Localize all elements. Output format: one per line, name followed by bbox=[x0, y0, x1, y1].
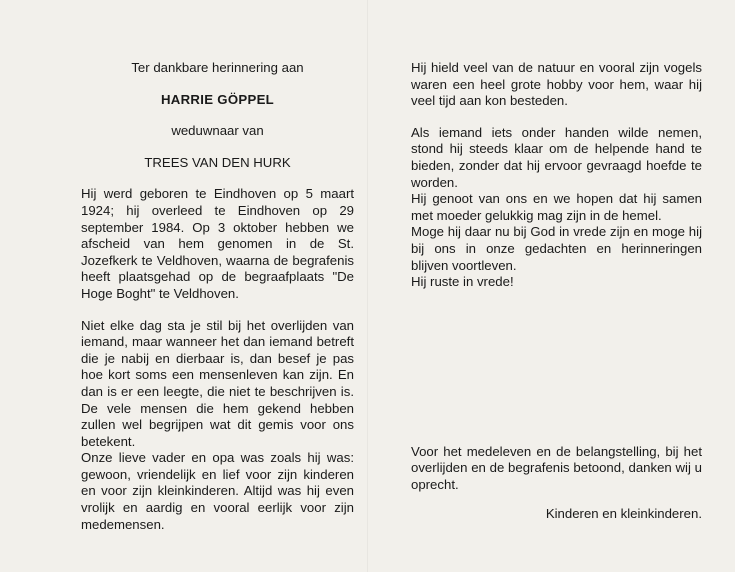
intro-line: Ter dankbare herinnering aan bbox=[131, 60, 304, 75]
relation-line: weduwnaar van bbox=[171, 123, 264, 139]
birth-death-paragraph: Hij werd geboren te Eindhoven op 5 maart 1924; hij overleed te Eindhoven op 29 september 1984. Op 3 oktober hebben we afscheid van hem genomen in de St. Jozefkerk te Veldhoven, waarna de begrafenis heeft plaatsgehad op de begraafplaats "De Hoge Boght" te Veldhoven. bbox=[81, 186, 354, 301]
peace-paragraph: Moge hij daar nu bij God in vrede zijn en moge hij bij ons in onze gedachten en herinneringen blijven voortleven. bbox=[411, 224, 702, 273]
left-page bbox=[81, 60, 354, 533]
card-fold bbox=[367, 0, 368, 572]
helpful-paragraph: Als iemand iets onder handen wilde nemen, stond hij steeds klaar om de helpende hand te bieden, zonder dat hij ervoor gevraagd hoefde te worden. bbox=[411, 124, 702, 190]
heaven-paragraph: Hij genoot van ons en we hopen dat hij samen met moeder gelukkig mag zijn in de hemel. bbox=[411, 191, 702, 223]
deceased-name: HARRIE GÖPPEL bbox=[160, 91, 275, 107]
reflection-paragraph: Niet elke dag sta je stil bij het overlijden van iemand, maar wanneer het dan iemand betreft die je nabij en dierbaar is, dan besef je pas hoe kort soms een mensenleven kan zijn. En dan is er een leegte, die niet te beschrijven is. De vele mensen die hem gekend hebben zullen wel begrijpen wat dit gemis voor ons betekent. bbox=[81, 317, 354, 449]
character-paragraph: Onze lieve vader en opa was zoals hij was: gewoon, vriendelijk en lief voor zijn kinderen en voor zijn kleinkinderen. Altijd was hij even vrolijk en aardig en vooral eerlijk voor zijn medemensen. bbox=[81, 450, 354, 532]
right-page bbox=[411, 60, 702, 522]
signature-line: Kinderen en kleinkinderen. bbox=[545, 505, 702, 521]
rest-in-peace-line: Hij ruste in vrede! bbox=[411, 274, 514, 290]
thanks-paragraph: Voor het medeleven en de belangstelling, bij het overlijden en de begrafenis betoond, danken wij u oprecht. bbox=[411, 443, 702, 492]
nature-paragraph: Hij hield veel van de natuur en vooral zijn vogels waren een heel grote hobby voor hem, waar hij veel tijd aan kon besteden. bbox=[411, 60, 702, 109]
spouse-name: TREES VAN DEN HURK bbox=[144, 154, 291, 170]
